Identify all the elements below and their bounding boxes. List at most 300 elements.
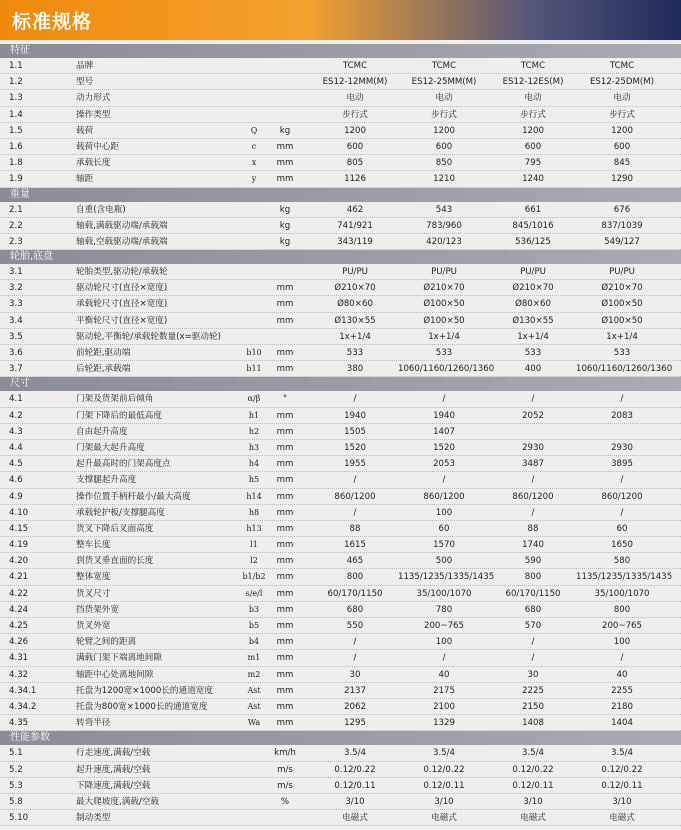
spec-row xyxy=(0,618,681,634)
spec-value-model-1: / xyxy=(353,637,357,648)
spec-row xyxy=(0,218,681,234)
spec-description: 门架及货架前后倾角 xyxy=(76,394,154,405)
spec-number: 4.19 xyxy=(9,540,29,551)
spec-number: 4.21 xyxy=(9,572,29,583)
spec-unit: mm xyxy=(276,158,294,169)
spec-unit: mm xyxy=(276,523,294,534)
spec-row xyxy=(0,74,681,90)
spec-row xyxy=(0,778,681,794)
spec-value-model-2: 1329 xyxy=(433,718,455,729)
spec-row xyxy=(0,569,681,585)
spec-value-model-1: 550 xyxy=(346,621,364,631)
spec-value-model-4: 837/1039 xyxy=(601,220,643,231)
spec-value-model-4: ES12-25DM(M) xyxy=(589,77,654,88)
spec-value-model-4: 1200 xyxy=(611,125,633,136)
spec-row xyxy=(0,745,681,761)
spec-value-model-1: 60/170/1150 xyxy=(327,588,383,599)
spec-value-model-3: 3.5/4 xyxy=(521,748,545,759)
spec-symbol: b1/b2 xyxy=(242,572,266,582)
spec-description: 轴载,空载驱动端/承载端 xyxy=(76,236,168,247)
spec-value-model-1: TCMC xyxy=(342,61,368,71)
spec-value-model-4: 2180 xyxy=(611,701,633,712)
spec-value-model-1: 电磁式 xyxy=(342,813,368,824)
spec-value-model-3: 3/10 xyxy=(523,796,543,807)
spec-symbol: Ast xyxy=(247,701,261,711)
spec-unit: mm xyxy=(276,604,294,615)
spec-value-model-3: 2150 xyxy=(522,701,544,712)
spec-symbol: h8 xyxy=(248,507,260,517)
spec-value-model-2: 1520 xyxy=(433,442,455,453)
spec-unit: km/h xyxy=(274,748,296,759)
spec-value-model-3: 60/170/1150 xyxy=(505,588,561,599)
spec-description: 最大爬坡度,满载/空载 xyxy=(76,796,159,807)
spec-number: 4.34.2 xyxy=(9,701,37,712)
spec-description: 后轮距,承载端 xyxy=(76,364,131,375)
spec-value-model-3: 1408 xyxy=(522,718,544,729)
spec-value-model-3: 电磁式 xyxy=(520,813,546,824)
spec-row xyxy=(0,715,681,731)
spec-number: 5.3 xyxy=(9,780,23,791)
spec-unit: kg xyxy=(279,125,291,136)
spec-symbol: α/β xyxy=(247,394,261,404)
spec-unit: ° xyxy=(282,394,288,405)
spec-value-model-1: 0.12/0.22 xyxy=(334,764,376,775)
spec-value-model-2: TCMC xyxy=(431,61,457,71)
spec-row xyxy=(0,107,681,123)
spec-value-model-2: ES12-25MM(M) xyxy=(411,77,477,88)
spec-number: 1.3 xyxy=(9,93,23,104)
spec-row xyxy=(0,296,681,312)
spec-unit: mm xyxy=(276,491,294,502)
spec-number: 3.3 xyxy=(9,299,23,310)
spec-value-model-3: 30 xyxy=(527,669,539,680)
spec-row xyxy=(0,234,681,250)
spec-row xyxy=(0,634,681,650)
spec-description: 载荷中心距 xyxy=(76,141,119,152)
spec-value-model-3: / xyxy=(531,394,535,405)
spec-symbol: b11 xyxy=(246,364,262,374)
spec-value-model-1: 800 xyxy=(346,572,364,583)
spec-value-model-4: 676 xyxy=(613,204,631,215)
spec-row xyxy=(0,391,681,407)
spec-unit: mm xyxy=(276,410,294,421)
spec-value-model-2: 60 xyxy=(438,523,450,534)
spec-number: 4.25 xyxy=(9,621,29,631)
spec-symbol: h3 xyxy=(248,442,260,452)
spec-value-model-1: Ø210×70 xyxy=(334,283,376,294)
spec-description: 货叉外宽 xyxy=(76,621,111,631)
spec-value-model-1: 600 xyxy=(346,141,364,152)
spec-value-model-2: 1940 xyxy=(433,410,455,421)
spec-value-model-2: 3/10 xyxy=(434,796,454,807)
spec-value-model-4: 1290 xyxy=(611,174,633,185)
spec-row xyxy=(0,155,681,171)
spec-number: 4.3 xyxy=(9,426,23,437)
spec-description: 承载长度 xyxy=(76,158,111,169)
spec-value-model-2: / xyxy=(442,475,446,486)
spec-number: 4.31 xyxy=(9,653,29,664)
spec-value-model-3: 400 xyxy=(524,364,542,375)
spec-value-model-4: 1x+1/4 xyxy=(606,331,638,342)
spec-symbol: b3 xyxy=(248,604,260,614)
spec-symbol: h5 xyxy=(248,475,260,485)
spec-value-model-1: 380 xyxy=(346,364,364,375)
spec-value-model-2: 500 xyxy=(435,556,453,567)
spec-symbol: b10 xyxy=(246,348,262,357)
spec-value-model-3: 1200 xyxy=(522,125,544,136)
section-header: 轮胎,底盘 xyxy=(0,250,681,264)
spec-value-model-1: 0.12/0.11 xyxy=(334,780,376,791)
spec-value-model-3: 845/1016 xyxy=(512,220,554,231)
spec-value-model-1: / xyxy=(353,507,357,518)
spec-symbol: m2 xyxy=(247,669,261,679)
spec-value-model-4: 549/127 xyxy=(604,236,640,247)
spec-value-model-1: 741/921 xyxy=(337,220,373,231)
spec-number: 4.22 xyxy=(9,588,29,599)
spec-description: 轮胎类型,驱动轮/承载轮 xyxy=(76,267,168,278)
spec-unit: mm xyxy=(276,426,294,437)
spec-value-model-1: 1955 xyxy=(344,459,366,470)
spec-value-model-1: 1x+1/4 xyxy=(339,331,371,342)
spec-number: 1.6 xyxy=(9,141,23,152)
spec-value-model-4: / xyxy=(620,394,624,405)
spec-description: 托盘为800宽×1000长的通道宽度 xyxy=(76,701,208,712)
spec-description: 下降速度,满载/空载 xyxy=(76,780,151,791)
spec-unit: mm xyxy=(276,653,294,664)
spec-description: 挡货架外宽 xyxy=(76,604,119,615)
spec-unit: mm xyxy=(276,459,294,470)
spec-description: 操作位置手柄杆最小/最大高度 xyxy=(76,491,191,502)
spec-value-model-1: 462 xyxy=(346,204,364,215)
spec-unit: kg xyxy=(279,204,291,215)
spec-number: 2.1 xyxy=(9,204,23,215)
spec-value-model-4: 3895 xyxy=(611,459,633,470)
spec-description: 品牌 xyxy=(76,61,94,71)
spec-value-model-1: 533 xyxy=(346,348,364,358)
section-header: 尺寸 xyxy=(0,377,681,391)
spec-value-model-3: / xyxy=(531,653,535,664)
spec-unit: mm xyxy=(276,299,294,310)
spec-row xyxy=(0,329,681,345)
spec-description: 满载门架下端离地间隙 xyxy=(76,653,162,664)
spec-row xyxy=(0,264,681,280)
spec-symbol: h13 xyxy=(246,523,262,533)
spec-number: 1.8 xyxy=(9,158,23,169)
spec-value-model-4: 100 xyxy=(613,637,631,648)
spec-unit: mm xyxy=(276,507,294,518)
spec-value-model-3: 800 xyxy=(524,572,542,583)
spec-unit: mm xyxy=(276,364,294,375)
spec-value-model-2: 步行式 xyxy=(431,109,457,120)
spec-value-model-2: 电动 xyxy=(435,93,453,104)
spec-value-model-3: Ø130×55 xyxy=(512,315,554,326)
spec-symbol: h14 xyxy=(246,491,262,501)
spec-value-model-3: TCMC xyxy=(520,61,546,71)
spec-value-model-1: / xyxy=(353,475,357,486)
spec-number: 5.2 xyxy=(9,764,23,775)
spec-value-model-3: 1740 xyxy=(522,540,544,551)
spec-value-model-2: / xyxy=(442,653,446,664)
spec-number: 4.2 xyxy=(9,410,23,421)
spec-value-model-2: 2053 xyxy=(433,459,455,470)
spec-value-model-2: 1570 xyxy=(433,540,455,551)
spec-number: 2.2 xyxy=(9,220,23,231)
spec-value-model-1: 步行式 xyxy=(342,109,368,120)
spec-number: 1.4 xyxy=(9,109,23,120)
spec-value-model-4: 533 xyxy=(613,348,631,358)
section-header: 重量 xyxy=(0,188,681,202)
spec-value-model-2: 100 xyxy=(435,637,453,648)
spec-unit: mm xyxy=(276,556,294,567)
spec-value-model-3: 0.12/0.22 xyxy=(512,764,554,775)
spec-value-model-4: TCMC xyxy=(609,61,635,71)
spec-number: 2.3 xyxy=(9,236,23,247)
spec-symbol: Ast xyxy=(247,685,261,695)
spec-number: 1.1 xyxy=(9,61,23,71)
spec-value-model-1: 680 xyxy=(346,604,364,615)
spec-number: 3.5 xyxy=(9,331,23,342)
spec-value-model-2: 3.5/4 xyxy=(432,748,456,759)
spec-value-model-4: 2083 xyxy=(611,410,633,421)
spec-table xyxy=(0,44,681,826)
spec-description: 支撑腿起升高度 xyxy=(76,475,137,486)
spec-value-model-4: Ø210×70 xyxy=(601,283,643,294)
spec-value-model-3: / xyxy=(531,475,535,486)
spec-value-model-3: 1x+1/4 xyxy=(517,331,549,342)
spec-value-model-3: ES12-12ES(M) xyxy=(502,77,564,88)
spec-symbol: s/e/l xyxy=(245,588,263,598)
spec-value-model-1: 465 xyxy=(346,556,364,567)
spec-symbol: h2 xyxy=(248,426,260,436)
spec-value-model-4: 0.12/0.22 xyxy=(601,764,643,775)
spec-row xyxy=(0,602,681,618)
spec-value-model-3: PU/PU xyxy=(520,267,546,278)
spec-value-model-3: Ø80×60 xyxy=(515,299,551,310)
spec-value-model-2: 783/960 xyxy=(426,220,462,231)
spec-row xyxy=(0,280,681,296)
spec-symbol: c xyxy=(251,141,257,151)
spec-number: 4.1 xyxy=(9,394,23,405)
spec-description: 承载轮护板/支撑腿高度 xyxy=(76,507,165,518)
spec-row xyxy=(0,537,681,553)
spec-row xyxy=(0,553,681,569)
spec-value-model-4: 3/10 xyxy=(612,796,632,807)
spec-description: 转弯半径 xyxy=(76,718,111,729)
spec-value-model-2: 1x+1/4 xyxy=(428,331,460,342)
spec-value-model-1: 88 xyxy=(349,523,361,534)
spec-value-model-3: 1240 xyxy=(522,174,544,185)
spec-symbol: y xyxy=(251,174,257,184)
spec-value-model-1: 1295 xyxy=(344,718,366,729)
spec-row xyxy=(0,90,681,106)
spec-value-model-3: 570 xyxy=(524,621,542,631)
spec-unit: % xyxy=(280,796,290,807)
spec-row xyxy=(0,313,681,329)
spec-symbol: h4 xyxy=(248,459,260,469)
spec-value-model-3: 88 xyxy=(527,523,539,534)
spec-value-model-4: 1060/1160/1260/1360 xyxy=(576,364,673,375)
spec-number: 4.9 xyxy=(9,491,23,502)
spec-row xyxy=(0,361,681,377)
spec-symbol: m1 xyxy=(247,653,261,663)
spec-unit: mm xyxy=(276,283,294,294)
spec-value-model-2: Ø100×50 xyxy=(423,299,465,310)
spec-value-model-1: 2062 xyxy=(344,701,366,712)
spec-number: 5.10 xyxy=(9,813,29,824)
spec-value-model-4: 2930 xyxy=(611,442,633,453)
spec-description: 整体宽度 xyxy=(76,572,111,583)
spec-value-model-1: 1200 xyxy=(344,125,366,136)
spec-value-model-1: 1126 xyxy=(344,174,366,185)
spec-value-model-3: 533 xyxy=(524,348,542,358)
spec-number: 5.8 xyxy=(9,796,23,807)
spec-row xyxy=(0,810,681,826)
spec-value-model-2: 0.12/0.22 xyxy=(423,764,465,775)
spec-value-model-1: 860/1200 xyxy=(334,491,376,502)
spec-value-model-4: PU/PU xyxy=(609,267,635,278)
spec-value-model-2: 860/1200 xyxy=(423,491,465,502)
section-header: 特征 xyxy=(0,44,681,58)
spec-row xyxy=(0,408,681,424)
spec-symbol: Q xyxy=(250,125,258,135)
spec-number: 4.20 xyxy=(9,556,29,567)
spec-unit: mm xyxy=(276,701,294,712)
spec-value-model-3: 600 xyxy=(524,141,542,152)
spec-description: 操作类型 xyxy=(76,109,111,120)
spec-value-model-4: 845 xyxy=(613,158,631,169)
spec-value-model-1: PU/PU xyxy=(342,267,368,278)
spec-value-model-2: / xyxy=(442,394,446,405)
spec-value-model-1: 1940 xyxy=(344,410,366,421)
spec-row xyxy=(0,202,681,218)
spec-row xyxy=(0,123,681,139)
spec-unit: mm xyxy=(276,621,294,631)
page-title: 标准规格 xyxy=(12,11,93,33)
spec-value-model-4: 1404 xyxy=(611,718,633,729)
spec-description: 载荷 xyxy=(76,125,94,136)
spec-value-model-3: 2225 xyxy=(522,685,544,696)
title-bar xyxy=(0,0,681,40)
spec-number: 4.6 xyxy=(9,475,23,486)
spec-value-model-4: Ø100×50 xyxy=(601,299,643,310)
spec-description: 动力形式 xyxy=(76,93,111,104)
spec-row xyxy=(0,345,681,361)
spec-symbol: x xyxy=(251,158,257,168)
spec-symbol: l2 xyxy=(250,556,258,566)
spec-value-model-3: 2052 xyxy=(522,410,544,421)
spec-value-model-4: 580 xyxy=(613,556,631,567)
spec-number: 3.7 xyxy=(9,364,23,375)
spec-unit: mm xyxy=(276,315,294,326)
spec-row xyxy=(0,424,681,440)
spec-unit: mm xyxy=(276,669,294,680)
spec-unit: kg xyxy=(279,236,291,247)
spec-value-model-3: Ø210×70 xyxy=(512,283,554,294)
spec-value-model-4: 860/1200 xyxy=(601,491,643,502)
spec-description: 驱动轮,平衡轮/承载轮数量(x=驱动轮) xyxy=(76,331,221,342)
spec-number: 4.35 xyxy=(9,718,29,729)
spec-value-model-4: / xyxy=(620,507,624,518)
spec-description: 自重(含电瓶) xyxy=(76,204,126,215)
spec-value-model-1: Ø130×55 xyxy=(334,315,376,326)
spec-symbol: h1 xyxy=(248,410,260,420)
spec-value-model-3: / xyxy=(531,637,535,648)
spec-unit: mm xyxy=(276,475,294,486)
spec-row xyxy=(0,171,681,187)
spec-symbol: Wa xyxy=(247,718,261,728)
spec-description: 整车长度 xyxy=(76,540,111,551)
spec-unit: mm xyxy=(276,141,294,152)
spec-value-model-1: 1520 xyxy=(344,442,366,453)
spec-value-model-2: 1407 xyxy=(433,426,455,437)
spec-description: 自由起升高度 xyxy=(76,426,128,437)
spec-value-model-4: 电动 xyxy=(613,93,631,104)
spec-description: 前轮距,驱动端 xyxy=(76,348,131,358)
spec-value-model-1: 1615 xyxy=(344,540,366,551)
spec-value-model-1: / xyxy=(353,653,357,664)
spec-value-model-4: 200~765 xyxy=(601,621,642,631)
spec-value-model-2: 850 xyxy=(435,158,453,169)
spec-symbol: l1 xyxy=(250,540,258,550)
spec-symbol: b4 xyxy=(248,637,260,647)
section-header: 性能参数 xyxy=(0,731,681,745)
spec-description: 门架下降后的最低高度 xyxy=(76,410,162,421)
spec-value-model-3: 3487 xyxy=(522,459,544,470)
spec-description: 托盘为1200宽×1000长的通道宽度 xyxy=(76,685,213,696)
spec-unit: mm xyxy=(276,572,294,583)
spec-unit: mm xyxy=(276,540,294,551)
spec-value-model-2: 2175 xyxy=(433,685,455,696)
spec-value-model-4: 3.5/4 xyxy=(610,748,634,759)
spec-number: 1.2 xyxy=(9,77,23,88)
spec-description: 到货叉垂直面的长度 xyxy=(76,556,154,567)
spec-number: 1.5 xyxy=(9,125,23,136)
spec-unit: mm xyxy=(276,588,294,599)
spec-value-model-1: / xyxy=(353,394,357,405)
spec-number: 4.24 xyxy=(9,604,29,615)
spec-value-model-4: 步行式 xyxy=(609,109,635,120)
spec-value-model-2: 2100 xyxy=(433,701,455,712)
spec-number: 4.32 xyxy=(9,669,29,680)
spec-row xyxy=(0,794,681,810)
spec-unit: mm xyxy=(276,718,294,729)
spec-value-model-2: 35/100/1070 xyxy=(416,588,472,599)
spec-row xyxy=(0,489,681,505)
spec-row xyxy=(0,683,681,699)
spec-value-model-2: 533 xyxy=(435,348,453,358)
spec-number: 3.1 xyxy=(9,267,23,278)
spec-value-model-1: 343/119 xyxy=(337,236,373,247)
spec-description: 起升最高时的门架高度点 xyxy=(76,459,171,470)
spec-value-model-1: 电动 xyxy=(346,93,364,104)
spec-value-model-4: 2255 xyxy=(611,685,633,696)
spec-unit: mm xyxy=(276,174,294,185)
spec-value-model-1: 1505 xyxy=(344,426,366,437)
spec-value-model-3: 661 xyxy=(524,204,542,215)
spec-row xyxy=(0,762,681,778)
spec-value-model-3: 860/1200 xyxy=(512,491,554,502)
spec-description: 轴载,满载驱动端/承载端 xyxy=(76,220,168,231)
spec-number: 4.5 xyxy=(9,459,23,470)
spec-number: 3.2 xyxy=(9,283,23,294)
spec-value-model-4: 60 xyxy=(616,523,628,534)
spec-number: 4.4 xyxy=(9,442,23,453)
spec-value-model-3: 0.12/0.11 xyxy=(512,780,554,791)
spec-value-model-3: 2930 xyxy=(522,442,544,453)
spec-number: 1.9 xyxy=(9,174,23,185)
spec-description: 轴距中心处离地间隙 xyxy=(76,669,154,680)
spec-value-model-1: 805 xyxy=(346,158,364,169)
